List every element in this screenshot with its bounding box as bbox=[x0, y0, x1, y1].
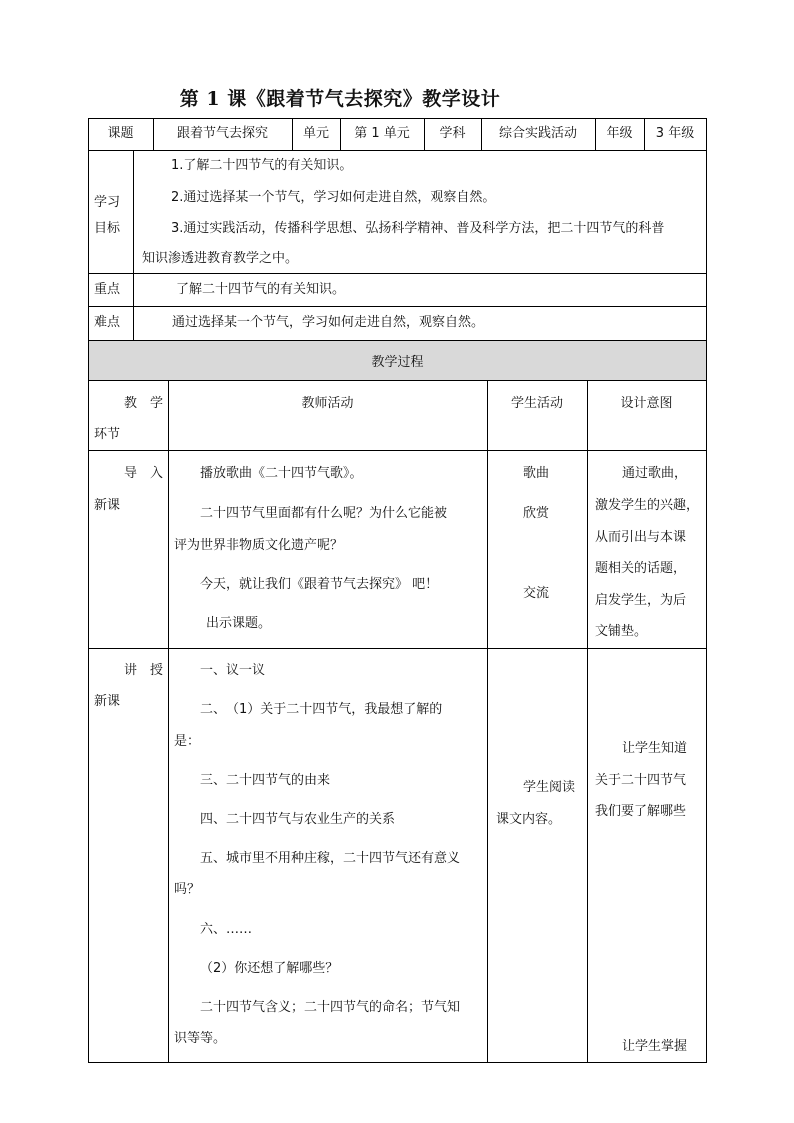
process-heading: 教学过程 bbox=[371, 355, 424, 370]
lecture-teacher-line: 二十四节气含义；二十四节气的命名；节气知 bbox=[200, 1000, 461, 1015]
key-point-label: 重点 bbox=[94, 282, 121, 297]
objectives-label-1: 学习 bbox=[94, 195, 121, 210]
col-teacher: 教师活动 bbox=[301, 396, 354, 411]
page-title: 第 1 课《跟着节气去探究》教学设计 bbox=[179, 88, 501, 110]
lecture-teacher-line: 四、二十四节气与农业生产的关系 bbox=[200, 812, 396, 827]
col-student: 学生活动 bbox=[510, 396, 563, 411]
lecture-teacher-line: 二、 （1）关于二十四节气，我最想了解的 bbox=[200, 702, 443, 717]
lecture-teacher-line: 六、…… bbox=[200, 922, 253, 937]
difficulty-text: 通过选择某一个节气，学习如何走进自然，观察自然。 bbox=[172, 315, 485, 330]
label-subject: 学科 bbox=[439, 126, 466, 141]
intro-intent-line: 题相关的话题， bbox=[595, 561, 687, 576]
intro-teacher-line: 出示课题。 bbox=[206, 616, 272, 631]
intro-student-line: 歌曲 bbox=[523, 466, 550, 481]
grade-value: 3 年级 bbox=[655, 126, 695, 141]
lesson-plan-table bbox=[88, 118, 707, 1062]
lecture-teacher-line: 识等等。 bbox=[174, 1031, 227, 1046]
label-lesson: 课题 bbox=[107, 126, 134, 141]
lecture-intent-line: 关于二十四节气 bbox=[595, 773, 687, 788]
intro-teacher-line: 评为世界非物质文化遗产呢？ bbox=[174, 538, 344, 553]
objective-item: 2.通过选择某一个节气，学习如何走进自然，观察自然。 bbox=[171, 190, 496, 205]
intro-student-line: 欣赏 bbox=[523, 506, 550, 521]
col-stage-line1: 教 学 bbox=[124, 396, 164, 411]
lecture-teacher-line: 五、城市里不用种庄稼，二十四节气还有意义 bbox=[200, 851, 461, 866]
lecture-teacher-line: 三、二十四节气的由来 bbox=[200, 773, 331, 788]
objective-item: 知识渗透进教育教学之中。 bbox=[142, 251, 299, 266]
lecture-intent-line: 我们要了解哪些 bbox=[595, 804, 687, 819]
intro-intent-line: 文铺垫。 bbox=[595, 624, 648, 639]
lecture-intent-line: 让学生掌握 bbox=[622, 1039, 688, 1054]
intro-student-line: 交流 bbox=[523, 586, 550, 601]
lesson-name: 跟着节气去探究 bbox=[176, 126, 268, 141]
lecture-intent-line: 让学生知道 bbox=[622, 741, 688, 756]
intro-teacher-line: 今天，就让我们《跟着节气去探究》 吧！ bbox=[200, 577, 439, 592]
objective-item: 1.了解二十四节气的有关知识。 bbox=[171, 158, 353, 173]
col-stage-line2: 环节 bbox=[94, 427, 121, 442]
subject-value: 综合实践活动 bbox=[498, 126, 577, 141]
intro-stage-line2: 新课 bbox=[94, 498, 121, 513]
intro-teacher-line: 播放歌曲《二十四节气歌》。 bbox=[200, 466, 363, 481]
key-point-text: 了解二十四节气的有关知识。 bbox=[176, 282, 346, 297]
label-unit: 单元 bbox=[302, 126, 329, 141]
intro-intent-line: 从而引出与本课 bbox=[595, 530, 687, 545]
intro-intent-line: 启发学生，为后 bbox=[595, 593, 687, 608]
objective-item: 3.通过实践活动，传播科学思想、弘扬科学精神、普及科学方法，把二十四节气的科普 bbox=[171, 221, 665, 236]
difficulty-label: 难点 bbox=[94, 315, 121, 330]
lecture-teacher-line: 是： bbox=[174, 734, 201, 749]
lecture-teacher-line: 一、议一议 bbox=[200, 663, 266, 678]
intro-stage-line1: 导 入 bbox=[124, 466, 164, 481]
lecture-teacher-line: 吗？ bbox=[174, 882, 201, 897]
lecture-stage-line1: 讲 授 bbox=[124, 663, 164, 678]
objectives-label-2: 目标 bbox=[94, 221, 121, 236]
lecture-student-line: 学生阅读 bbox=[523, 780, 576, 795]
intro-intent-line: 激发学生的兴趣， bbox=[595, 498, 700, 513]
lecture-stage-line2: 新课 bbox=[94, 694, 121, 709]
unit-value: 第 1 单元 bbox=[354, 126, 410, 141]
col-intent: 设计意图 bbox=[620, 396, 673, 411]
intro-intent-line: 通过歌曲， bbox=[622, 466, 688, 481]
lecture-teacher-line: （2）你还想了解哪些？ bbox=[200, 961, 339, 976]
lecture-student-line: 课文内容。 bbox=[496, 812, 562, 827]
intro-teacher-line: 二十四节气里面都有什么呢？为什么它能被 bbox=[200, 506, 448, 521]
label-grade: 年级 bbox=[606, 126, 633, 141]
